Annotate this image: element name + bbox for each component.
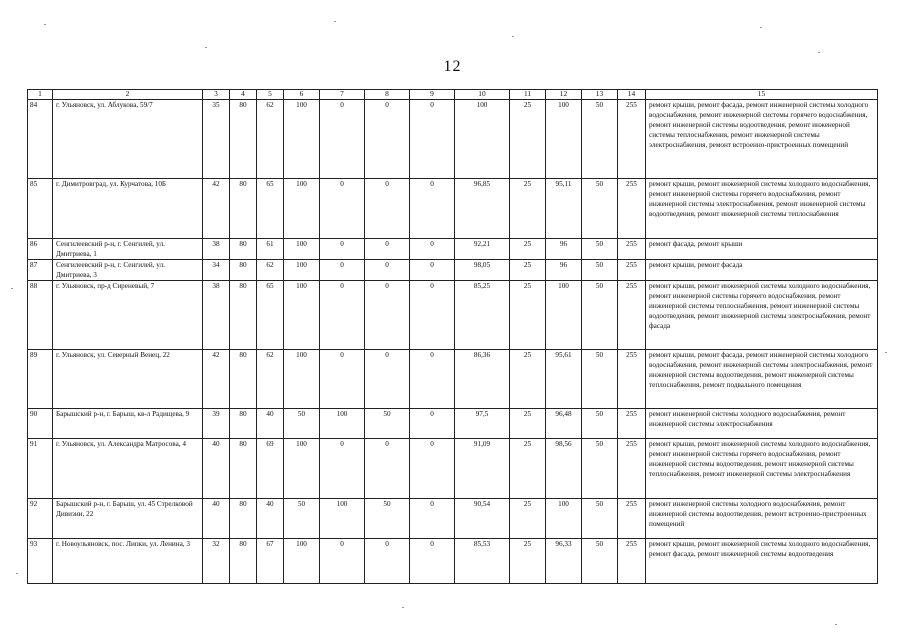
table-cell: 67 (257, 539, 284, 584)
table-cell: 50 (284, 409, 320, 439)
table-cell: 0 (320, 239, 365, 260)
works-cell: ремонт инженерной системы холодного водоснабжения, ремонт инженерной системы водоотведения, ремонт встроенно-пристроенных помещений (646, 499, 878, 539)
table-cell: 62 (257, 100, 284, 179)
table-cell: 0 (365, 350, 410, 409)
table-cell: 0 (410, 439, 455, 499)
table-cell: 100 (546, 281, 582, 350)
col-header: 5 (257, 90, 284, 100)
table-cell: 88 (28, 281, 53, 350)
table-cell: 80 (230, 100, 257, 179)
col-header: 15 (646, 90, 878, 100)
table-row (28, 179, 878, 239)
table-cell: 255 (618, 539, 646, 584)
table-cell: 92,21 (455, 239, 510, 260)
table-cell: 0 (320, 439, 365, 499)
table-cell: 91 (28, 439, 53, 499)
table-cell: 0 (410, 281, 455, 350)
table-cell: 62 (257, 260, 284, 281)
works-cell: ремонт крыши, ремонт инженерной системы холодного водоснабжения, ремонт фасада, ремонт инженерной системы водоотведения (646, 539, 878, 584)
table-cell: 65 (257, 179, 284, 239)
table-cell: 50 (365, 499, 410, 539)
table-cell: 86,36 (455, 350, 510, 409)
table-cell: 255 (618, 100, 646, 179)
table-row (28, 239, 878, 260)
table-cell: 50 (582, 499, 618, 539)
table-cell: 62 (257, 350, 284, 409)
col-header: 11 (510, 90, 546, 100)
table-cell: 95,11 (546, 179, 582, 239)
table-cell: 93 (28, 539, 53, 584)
table-cell: 0 (320, 260, 365, 281)
table-cell: 0 (410, 260, 455, 281)
address-cell: Барышский р-н, г. Барыш, ул. 45 Стрелковой Дивизии, 22 (53, 499, 203, 539)
table-cell: 50 (365, 409, 410, 439)
table-cell: 50 (582, 439, 618, 499)
address-cell: г. Ульяновск, ул. Аблукова, 59/7 (53, 100, 203, 179)
works-cell: ремонт крыши, ремонт фасада, ремонт инженерной системы холодного водоснабжения, ремонт инженерной системы электроснабжения, ремонт инженерной системы водоотведения, ремонт инженерной системы теплоснабжения, ремонт подвального помещения (646, 350, 878, 409)
table-cell: 96 (546, 260, 582, 281)
col-header: 4 (230, 90, 257, 100)
table-cell: 0 (410, 499, 455, 539)
address-cell: Барышский р-н, г. Барыш, кв-л Радищева, 9 (53, 409, 203, 439)
col-header: 7 (320, 90, 365, 100)
table-cell: 69 (257, 439, 284, 499)
table-row (28, 439, 878, 499)
table-cell: 80 (230, 281, 257, 350)
table-row (28, 100, 878, 179)
table-cell: 100 (320, 409, 365, 439)
address-cell: г. Новоульяновск, пос. Липки, ул. Ленина, 3 (53, 539, 203, 584)
works-cell: ремонт крыши, ремонт инженерной системы холодного водоснабжения, ремонт инженерной системы горячего водоснабжения, ремонт инженерной системы электроснабжения, ремонт инженерной системы водоотведения, ремонт инженерной системы теплоснабжения (646, 179, 878, 239)
table-cell: 40 (257, 409, 284, 439)
col-header: 9 (410, 90, 455, 100)
table-cell: 100 (284, 281, 320, 350)
col-header: 3 (203, 90, 230, 100)
table-cell: 96,85 (455, 179, 510, 239)
table-cell: 0 (320, 281, 365, 350)
works-cell: ремонт крыши, ремонт фасада, ремонт инженерной системы холодного водоснабжения, ремонт инженерной системы горячего водоснабжения, ремонт инженерной системы водоотведения, ремонт инженерной системы теплоснабжения, ремонт инженерной системы электроснабжения, ремонт встроенно-пристроенных помещений (646, 100, 878, 179)
table-cell: 255 (618, 409, 646, 439)
table-cell: 0 (365, 100, 410, 179)
table-cell: 92 (28, 499, 53, 539)
address-cell: г. Ульяновск, ул. Северный Венец, 22 (53, 350, 203, 409)
works-cell: ремонт крыши, ремонт фасада (646, 260, 878, 281)
table-cell: 0 (365, 281, 410, 350)
table-cell: 96,33 (546, 539, 582, 584)
table-cell: 100 (284, 439, 320, 499)
table-cell: 40 (257, 499, 284, 539)
table-cell: 255 (618, 260, 646, 281)
table-cell: 42 (203, 179, 230, 239)
repair-table (27, 89, 878, 584)
table-cell: 0 (365, 539, 410, 584)
table-cell: 50 (284, 499, 320, 539)
works-cell: ремонт крыши, ремонт инженерной системы холодного водоснабжения, ремонт инженерной системы горячего водоснабжения, ремонт инженерной системы водоотведения, ремонт инженерной системы теплоснабжения, ремонт инженерной системы электроснабжения (646, 439, 878, 499)
table-cell: 42 (203, 350, 230, 409)
table-cell: 50 (582, 260, 618, 281)
address-cell: Сенгилеевский р-н, г. Сенгилей, ул. Дмитриева, 3 (53, 260, 203, 281)
table-cell: 25 (510, 350, 546, 409)
table-row (28, 409, 878, 439)
table-cell: 84 (28, 100, 53, 179)
address-cell: г. Ульяновск, пр-д Сиреневый, 7 (53, 281, 203, 350)
table-cell: 97,5 (455, 409, 510, 439)
table-cell: 80 (230, 539, 257, 584)
table-cell: 50 (582, 179, 618, 239)
table-cell: 50 (582, 100, 618, 179)
table-cell: 85 (28, 179, 53, 239)
address-cell: г. Ульяновск, ул. Александра Матросова, 4 (53, 439, 203, 499)
table-cell: 80 (230, 260, 257, 281)
table-cell: 50 (582, 350, 618, 409)
table-cell: 98,05 (455, 260, 510, 281)
table-cell: 0 (365, 439, 410, 499)
works-cell: ремонт фасада, ремонт крыши (646, 239, 878, 260)
table-cell: 87 (28, 260, 53, 281)
table-cell: 86 (28, 239, 53, 260)
table-cell: 0 (320, 539, 365, 584)
table-cell: 50 (582, 281, 618, 350)
table-cell: 255 (618, 179, 646, 239)
col-header: 1 (28, 90, 53, 100)
table-cell: 255 (618, 499, 646, 539)
table-cell: 50 (582, 239, 618, 260)
table-cell: 98,56 (546, 439, 582, 499)
table-cell: 0 (410, 350, 455, 409)
table-cell: 50 (582, 539, 618, 584)
table-cell: 100 (546, 499, 582, 539)
table-row (28, 260, 878, 281)
address-cell: г. Димитровград, ул. Курчатова, 10Б (53, 179, 203, 239)
table-cell: 100 (455, 100, 510, 179)
table-cell: 0 (320, 350, 365, 409)
table-cell: 34 (203, 260, 230, 281)
col-header: 8 (365, 90, 410, 100)
table-cell: 0 (365, 179, 410, 239)
table-row (28, 539, 878, 584)
table-cell: 25 (510, 409, 546, 439)
table-cell: 0 (320, 100, 365, 179)
page-number: 12 (443, 58, 462, 75)
table-cell: 80 (230, 439, 257, 499)
table-cell: 38 (203, 281, 230, 350)
table-cell: 255 (618, 239, 646, 260)
table-cell: 39 (203, 409, 230, 439)
table-cell: 80 (230, 499, 257, 539)
table-cell: 100 (284, 179, 320, 239)
table-cell: 0 (410, 239, 455, 260)
table-cell: 25 (510, 499, 546, 539)
table-cell: 100 (284, 100, 320, 179)
col-header: 10 (455, 90, 510, 100)
table-cell: 95,61 (546, 350, 582, 409)
table-cell: 65 (257, 281, 284, 350)
address-cell: Сенгилеевский р-н, г. Сенгилей, ул. Дмитриева, 1 (53, 239, 203, 260)
table-cell: 100 (546, 100, 582, 179)
table-cell: 32 (203, 539, 230, 584)
col-header: 2 (53, 90, 203, 100)
table-cell: 0 (410, 409, 455, 439)
works-cell: ремонт инженерной системы холодного водоснабжения, ремонт инженерной системы электроснабжения (646, 409, 878, 439)
table-cell: 0 (410, 100, 455, 179)
table-cell: 25 (510, 260, 546, 281)
table-cell: 85,53 (455, 539, 510, 584)
table-cell: 25 (510, 439, 546, 499)
table-cell: 80 (230, 409, 257, 439)
table-cell: 80 (230, 350, 257, 409)
table-cell: 25 (510, 179, 546, 239)
table-cell: 0 (410, 539, 455, 584)
table-cell: 90 (28, 409, 53, 439)
table-cell: 100 (284, 239, 320, 260)
table-cell: 61 (257, 239, 284, 260)
header-row (28, 90, 878, 100)
table-cell: 90,54 (455, 499, 510, 539)
table-cell: 80 (230, 179, 257, 239)
table-row (28, 499, 878, 539)
col-header: 6 (284, 90, 320, 100)
table-cell: 255 (618, 439, 646, 499)
table-cell: 0 (410, 179, 455, 239)
table-cell: 100 (284, 350, 320, 409)
table-cell: 96,48 (546, 409, 582, 439)
table-cell: 255 (618, 281, 646, 350)
table-cell: 91,09 (455, 439, 510, 499)
table-cell: 100 (284, 539, 320, 584)
table-cell: 0 (365, 260, 410, 281)
table-cell: 0 (365, 239, 410, 260)
table-row (28, 350, 878, 409)
table-cell: 89 (28, 350, 53, 409)
table-row (28, 281, 878, 350)
table-cell: 100 (284, 260, 320, 281)
table-cell: 25 (510, 100, 546, 179)
table-cell: 96 (546, 239, 582, 260)
table-cell: 0 (320, 179, 365, 239)
table-cell: 100 (320, 499, 365, 539)
col-header: 12 (546, 90, 582, 100)
table-cell: 38 (203, 239, 230, 260)
table-cell: 40 (203, 499, 230, 539)
table-cell: 35 (203, 100, 230, 179)
table-cell: 25 (510, 239, 546, 260)
table-cell: 25 (510, 539, 546, 584)
table-cell: 25 (510, 281, 546, 350)
table-cell: 50 (582, 409, 618, 439)
works-cell: ремонт крыши, ремонт инженерной системы холодного водоснабжения, ремонт инженерной системы горячего водоснабжения, ремонт инженерной системы теплоснабжения, ремонт инженерной системы водоотведения, ремонт инженерной системы электроснабжения, ремонт фасада (646, 281, 878, 350)
table-cell: 85,25 (455, 281, 510, 350)
col-header: 14 (618, 90, 646, 100)
table-cell: 255 (618, 350, 646, 409)
table-cell: 80 (230, 239, 257, 260)
table-cell: 40 (203, 439, 230, 499)
col-header: 13 (582, 90, 618, 100)
